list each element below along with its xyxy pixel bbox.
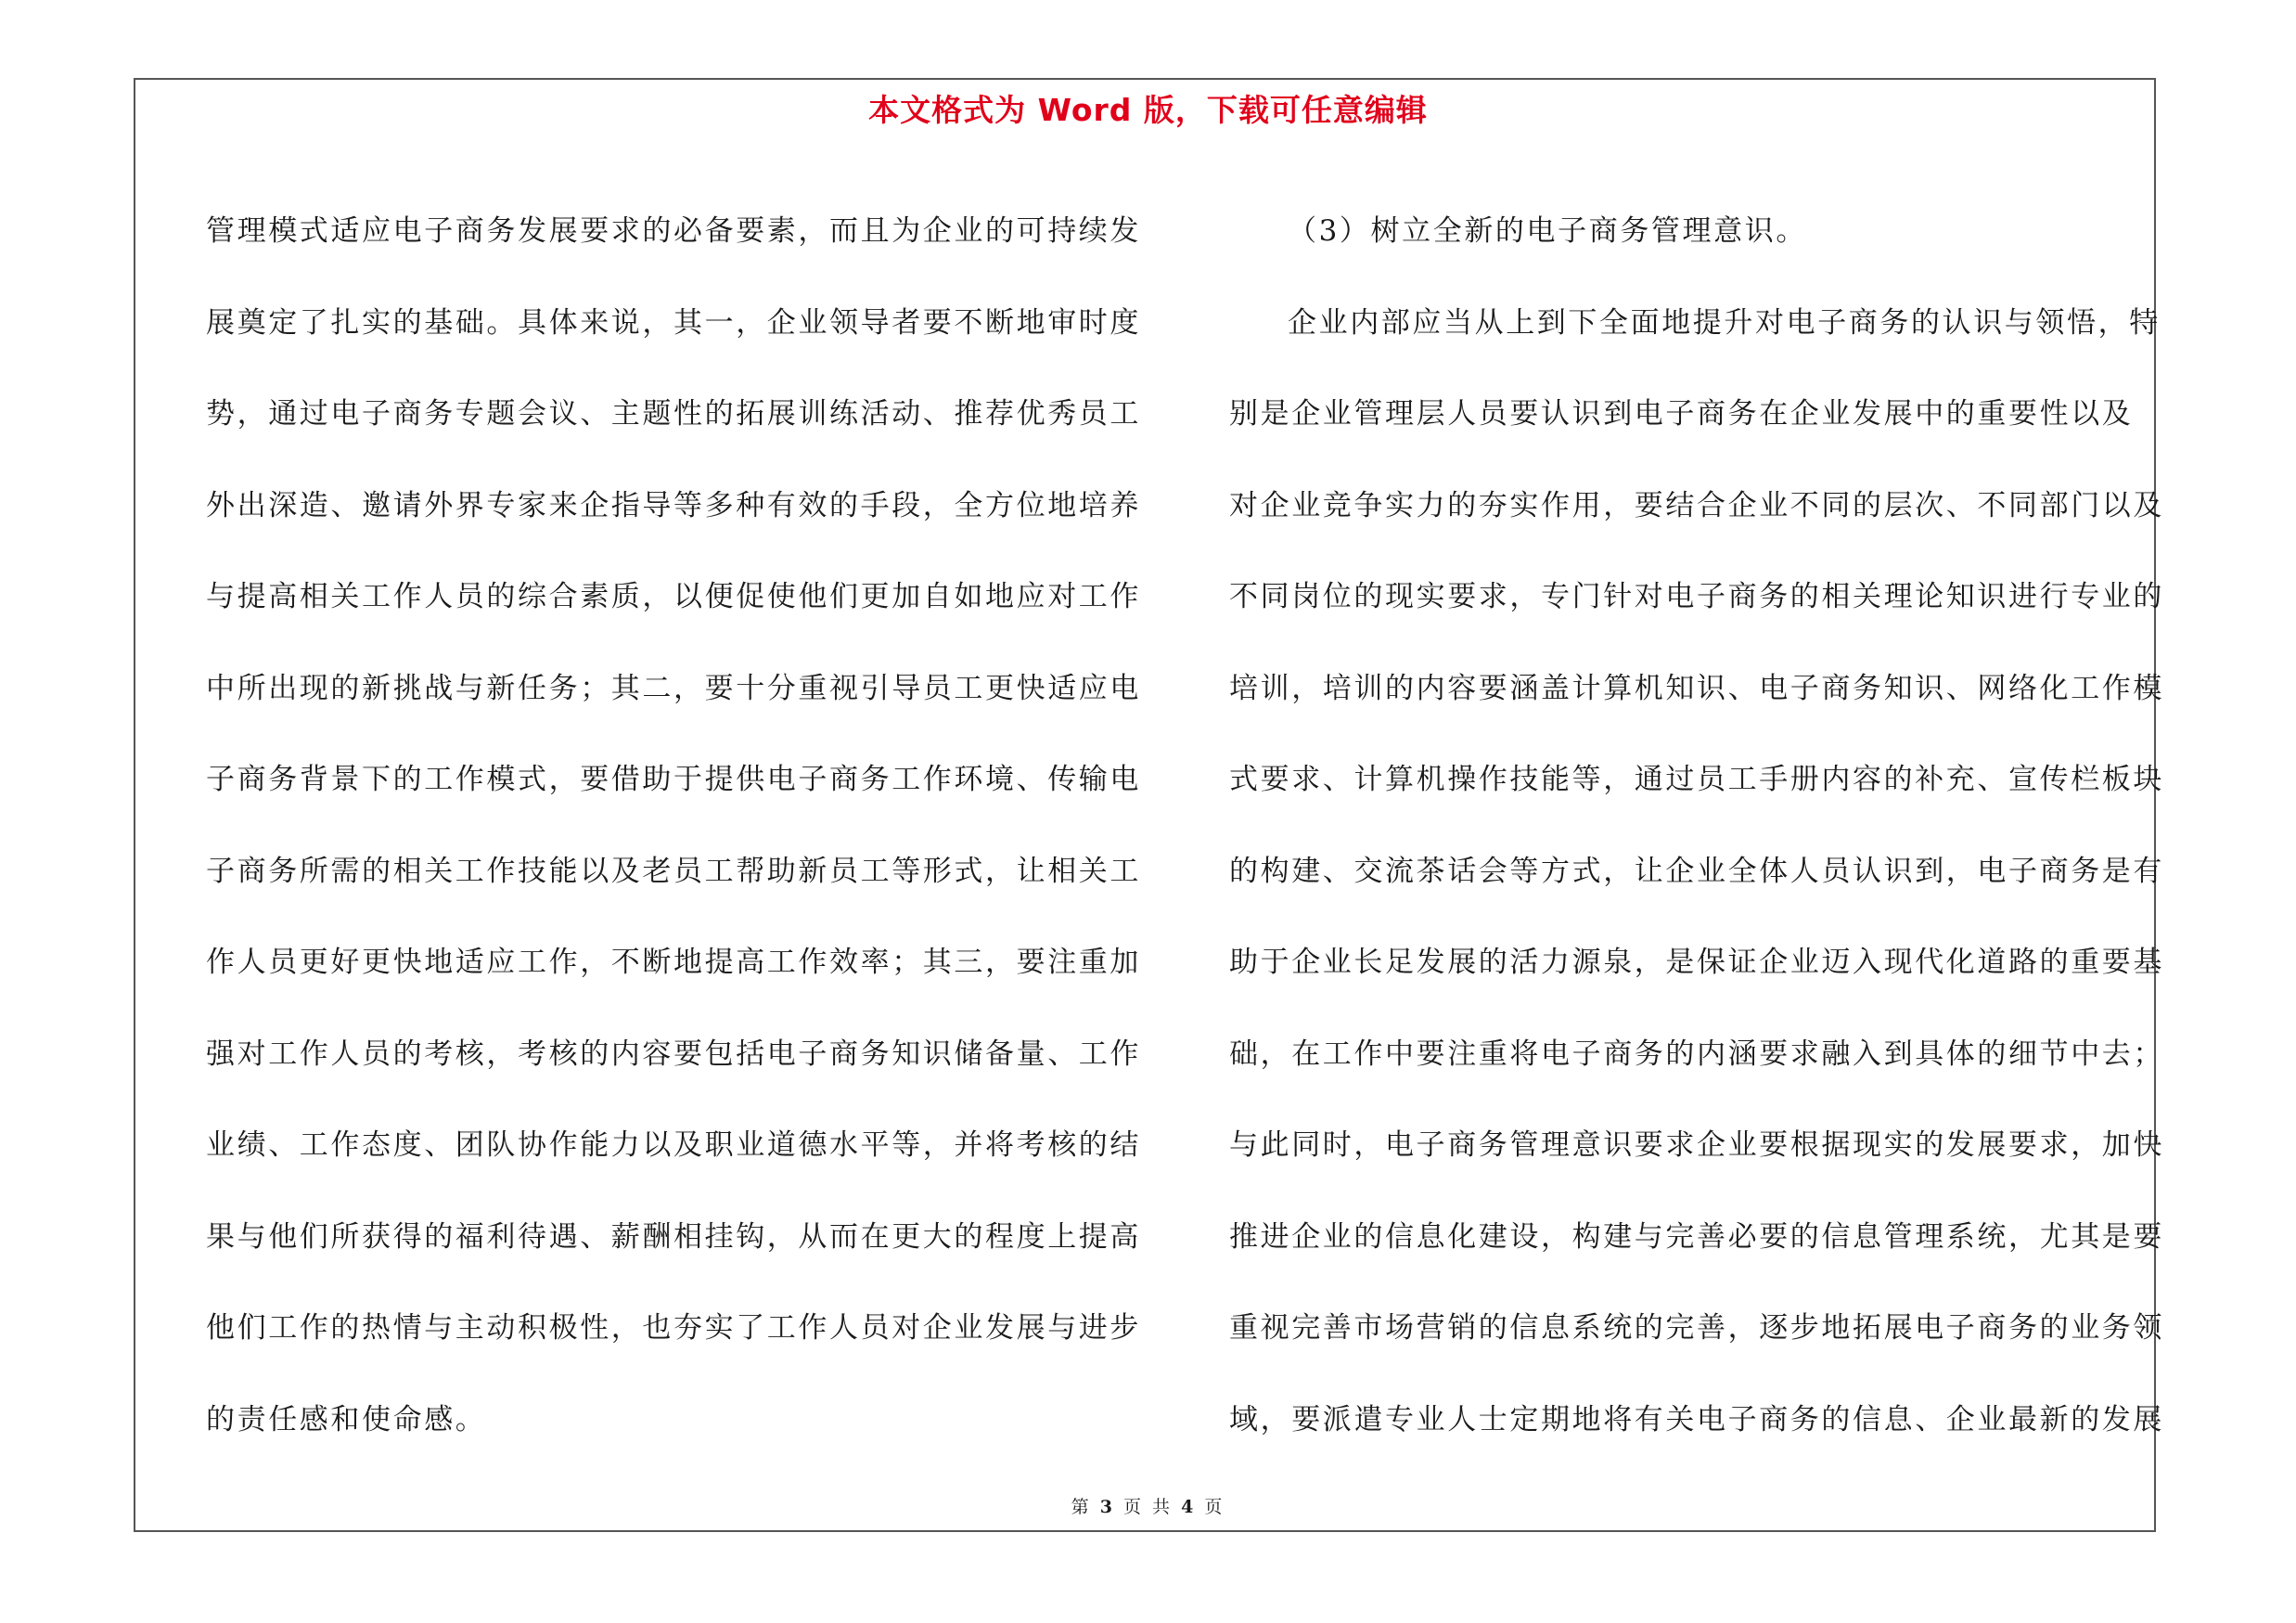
total-page-count: 4 bbox=[1181, 1497, 1197, 1517]
footer-prefix: 第 bbox=[1071, 1497, 1092, 1517]
section-heading: （3）树立全新的电子商务管理意识。 bbox=[1288, 214, 1807, 248]
footer-suffix: 页 bbox=[1204, 1497, 1225, 1517]
right-column bbox=[1229, 186, 2164, 1465]
text-line: 的构建、交流茶话会等方式，让企业全体人员认识到，电子商务是有 bbox=[1229, 854, 2164, 888]
text-line: 子商务背景下的工作模式，要借助于提供电子商务工作环境、传输电 bbox=[206, 763, 1141, 796]
format-notice-banner: 本文格式为 Word 版，下载可任意编辑 bbox=[868, 92, 1428, 128]
left-column bbox=[206, 186, 1141, 1465]
text-line: 中所出现的新挑战与新任务；其二，要十分重视引导员工更快适应电 bbox=[206, 671, 1141, 705]
text-line: 推进企业的信息化建设，构建与完善必要的信息管理系统，尤其是要 bbox=[1229, 1219, 2164, 1254]
text-line: 展奠定了扎实的基础。具体来说，其一，企业领导者要不断地审时度 bbox=[206, 305, 1141, 340]
current-page-number: 3 bbox=[1099, 1497, 1115, 1517]
paragraph-body bbox=[1229, 368, 2164, 1465]
text-line: 式要求、计算机操作技能等，通过员工手册内容的补充、宣传栏板块 bbox=[1229, 763, 2164, 796]
footer-middle: 页 共 bbox=[1122, 1497, 1174, 1517]
text-line: 不同岗位的现实要求，专门针对电子商务的相关理论知识进行专业的 bbox=[1229, 580, 2164, 613]
text-line: 他们工作的热情与主动积极性，也夯实了工作人员对企业发展与进步 bbox=[206, 1311, 1141, 1345]
text-line: 势，通过电子商务专题会议、主题性的拓展训练活动、推荐优秀员工 bbox=[206, 397, 1141, 431]
text-line: 重视完善市场营销的信息系统的完善，逐步地拓展电子商务的业务领 bbox=[1229, 1311, 2164, 1345]
text-line: 助于企业长足发展的活力源泉，是保证企业迈入现代化道路的重要基 bbox=[1229, 946, 2164, 979]
text-line: 别是企业管理层人员要认识到电子商务在企业发展中的重要性以及 bbox=[1229, 397, 2134, 431]
text-line: 外出深造、邀请外界专家来企指导等多种有效的手段，全方位地培养 bbox=[206, 488, 1141, 522]
text-line: 域，要派遣专业人士定期地将有关电子商务的信息、企业最新的发展 bbox=[1229, 1402, 2164, 1436]
text-line: 业绩、工作态度、团队协作能力以及职业道德水平等，并将考核的结 bbox=[206, 1128, 1141, 1162]
text-line: 与提高相关工作人员的综合素质，以便促使他们更加自如地应对工作 bbox=[206, 580, 1141, 613]
text-line: 与此同时，电子商务管理意识要求企业要根据现实的发展要求，加快 bbox=[1229, 1128, 2164, 1162]
text-line: 果与他们所获得的福利待遇、薪酬相挂钩，从而在更大的程度上提高 bbox=[206, 1219, 1141, 1254]
text-line: 培训，培训的内容要涵盖计算机知识、电子商务知识、网络化工作模 bbox=[1229, 671, 2164, 705]
text-line: 的责任感和使命感。 bbox=[206, 1402, 487, 1436]
text-line: 子商务所需的相关工作技能以及老员工帮助新员工等形式，让相关工 bbox=[206, 854, 1141, 888]
text-line: 础，在工作中要注重将电子商务的内涵要求融入到具体的细节中去； bbox=[1229, 1037, 2164, 1071]
page-footer bbox=[0, 1495, 2296, 1519]
text-line: 管理模式适应电子商务发展要求的必备要素，而且为企业的可持续发 bbox=[206, 214, 1141, 248]
text-line: 作人员更好更快地适应工作，不断地提高工作效率；其三，要注重加 bbox=[206, 946, 1141, 979]
text-line: 对企业竞争实力的夯实作用，要结合企业不同的层次、不同部门以及 bbox=[1229, 488, 2164, 522]
text-line: 强对工作人员的考核，考核的内容要包括电子商务知识储备量、工作 bbox=[206, 1037, 1141, 1071]
paragraph-first-line: 企业内部应当从上到下全面地提升对电子商务的认识与领悟，特 bbox=[1288, 305, 2161, 340]
